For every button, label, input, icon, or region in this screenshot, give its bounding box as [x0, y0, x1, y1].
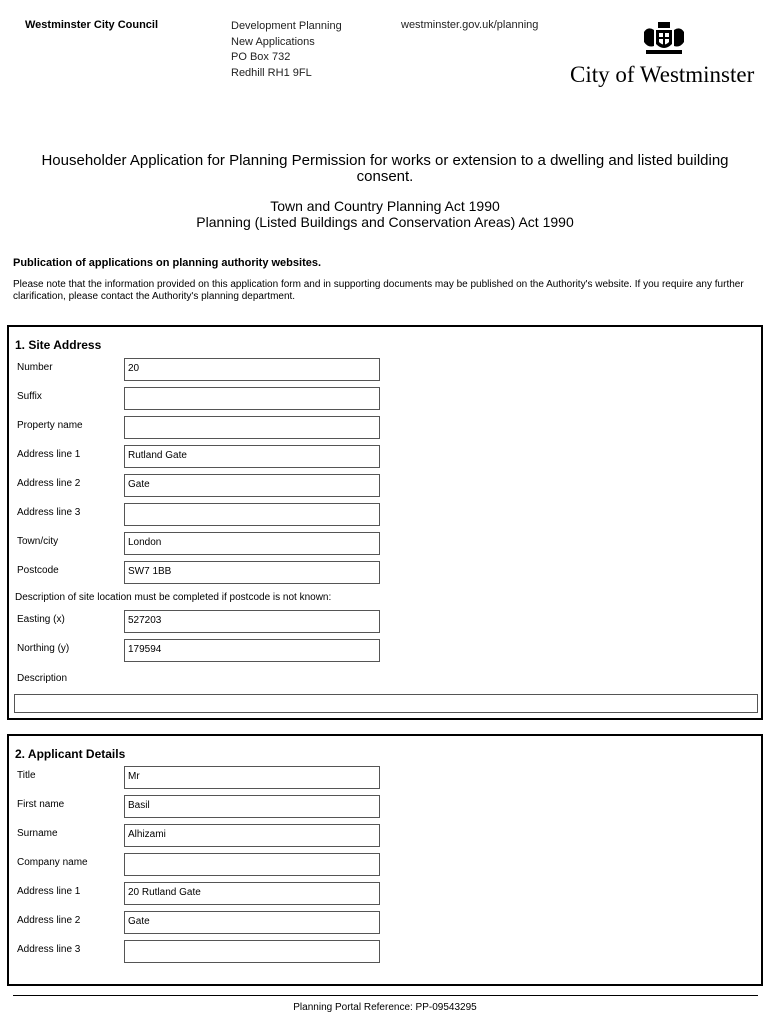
- address-line: Development Planning: [231, 20, 342, 32]
- act-2: Planning (Listed Buildings and Conservation Areas) Act 1990: [196, 213, 574, 230]
- description-label: Description: [17, 673, 68, 684]
- field-label: First name: [17, 799, 65, 810]
- surname-row: [15, 824, 755, 846]
- applicant-address-line-2-row: [15, 911, 755, 933]
- applicant-address-line-3-row: [15, 940, 755, 962]
- field-label: Town/city: [17, 536, 59, 547]
- property-name-row: [15, 416, 755, 438]
- field-label: Address line 3: [17, 507, 81, 518]
- first-name-field[interactable]: Basil: [124, 795, 380, 818]
- postcode-row: [15, 561, 755, 583]
- title-row: [15, 766, 755, 788]
- applicant-address-line-3-field[interactable]: [124, 940, 380, 963]
- portal-reference: Planning Portal Reference: PP-09543295: [293, 1002, 477, 1013]
- coat-of-arms-icon: [640, 20, 688, 58]
- company-name-row: [15, 853, 755, 875]
- surname-field[interactable]: Alhizami: [124, 824, 380, 847]
- first-name-row: [15, 795, 755, 817]
- northing-field[interactable]: 179594: [124, 639, 380, 662]
- field-label: Easting (x): [17, 614, 65, 625]
- form-title-line: consent.: [356, 168, 414, 185]
- address-line: New Applications: [231, 35, 315, 48]
- property-name-field[interactable]: [124, 416, 380, 439]
- section-title: 2. Applicant Details: [15, 747, 126, 761]
- website-link[interactable]: westminster.gov.uk/planning: [401, 19, 539, 31]
- field-label: Company name: [17, 857, 88, 868]
- location-note: Description of site location must be completed if postcode is not known:: [15, 592, 332, 603]
- title-field[interactable]: Mr: [124, 766, 380, 789]
- form-title: [0, 153, 770, 185]
- company-name-field[interactable]: [124, 853, 380, 876]
- field-label: Address line 2: [17, 478, 81, 489]
- number-field[interactable]: 20: [124, 358, 380, 381]
- town-city-row: [15, 532, 755, 554]
- postal-address: [231, 19, 342, 81]
- act-1: Town and Country Planning Act 1990: [270, 198, 500, 214]
- number-row: [15, 358, 755, 380]
- address-line-3-field[interactable]: [124, 503, 380, 526]
- field-label: Number: [17, 362, 53, 373]
- field-label: Title: [17, 770, 36, 781]
- publication-text: Please note that the information provided on this application form and in supporting documents may be published on the Authority's website. If you require any further clarification, please contact the Authority's planning department.: [13, 279, 744, 302]
- address-line-2-field[interactable]: Gate: [124, 474, 380, 497]
- postcode-field[interactable]: SW7 1BB: [124, 561, 380, 584]
- field-label: Property name: [17, 420, 83, 431]
- suffix-row: [15, 387, 755, 409]
- section-title: 1. Site Address: [15, 338, 102, 352]
- address-line-3-row: [15, 503, 755, 525]
- northing-row: [15, 639, 755, 661]
- easting-field[interactable]: 527203: [124, 610, 380, 633]
- address-line-1-field[interactable]: Rutland Gate: [124, 445, 380, 468]
- legislation: [0, 199, 770, 230]
- field-label: Surname: [17, 828, 58, 839]
- city-of-westminster-logo: City of Westminster: [570, 62, 755, 87]
- publication-heading: Publication of applications on planning authority websites.: [13, 257, 322, 269]
- address-line: Redhill RH1 9FL: [231, 66, 312, 79]
- town-city-field[interactable]: London: [124, 532, 380, 555]
- council-name: Westminster City Council: [25, 19, 159, 31]
- form-title-line: Householder Application for Planning Permission for works or extension to a dwelling and listed building: [41, 152, 729, 169]
- field-label: Northing (y): [17, 643, 70, 654]
- suffix-field[interactable]: [124, 387, 380, 410]
- footer-divider: [13, 995, 758, 996]
- field-label: Address line 1: [17, 886, 81, 897]
- field-label: Suffix: [17, 391, 42, 402]
- easting-row: [15, 610, 755, 632]
- applicant-address-line-1-row: [15, 882, 755, 904]
- address-line-1-row: [15, 445, 755, 467]
- address-line: PO Box 732: [231, 51, 291, 63]
- field-label: Postcode: [17, 565, 59, 576]
- applicant-address-line-1-field[interactable]: 20 Rutland Gate: [124, 882, 380, 905]
- field-label: Address line 2: [17, 915, 81, 926]
- applicant-address-line-2-field[interactable]: Gate: [124, 911, 380, 934]
- field-label: Address line 1: [17, 449, 81, 460]
- applicant-details-section: [7, 734, 763, 986]
- site-address-section: [7, 325, 763, 720]
- description-field[interactable]: [14, 694, 758, 713]
- address-line-2-row: [15, 474, 755, 496]
- field-label: Address line 3: [17, 944, 81, 955]
